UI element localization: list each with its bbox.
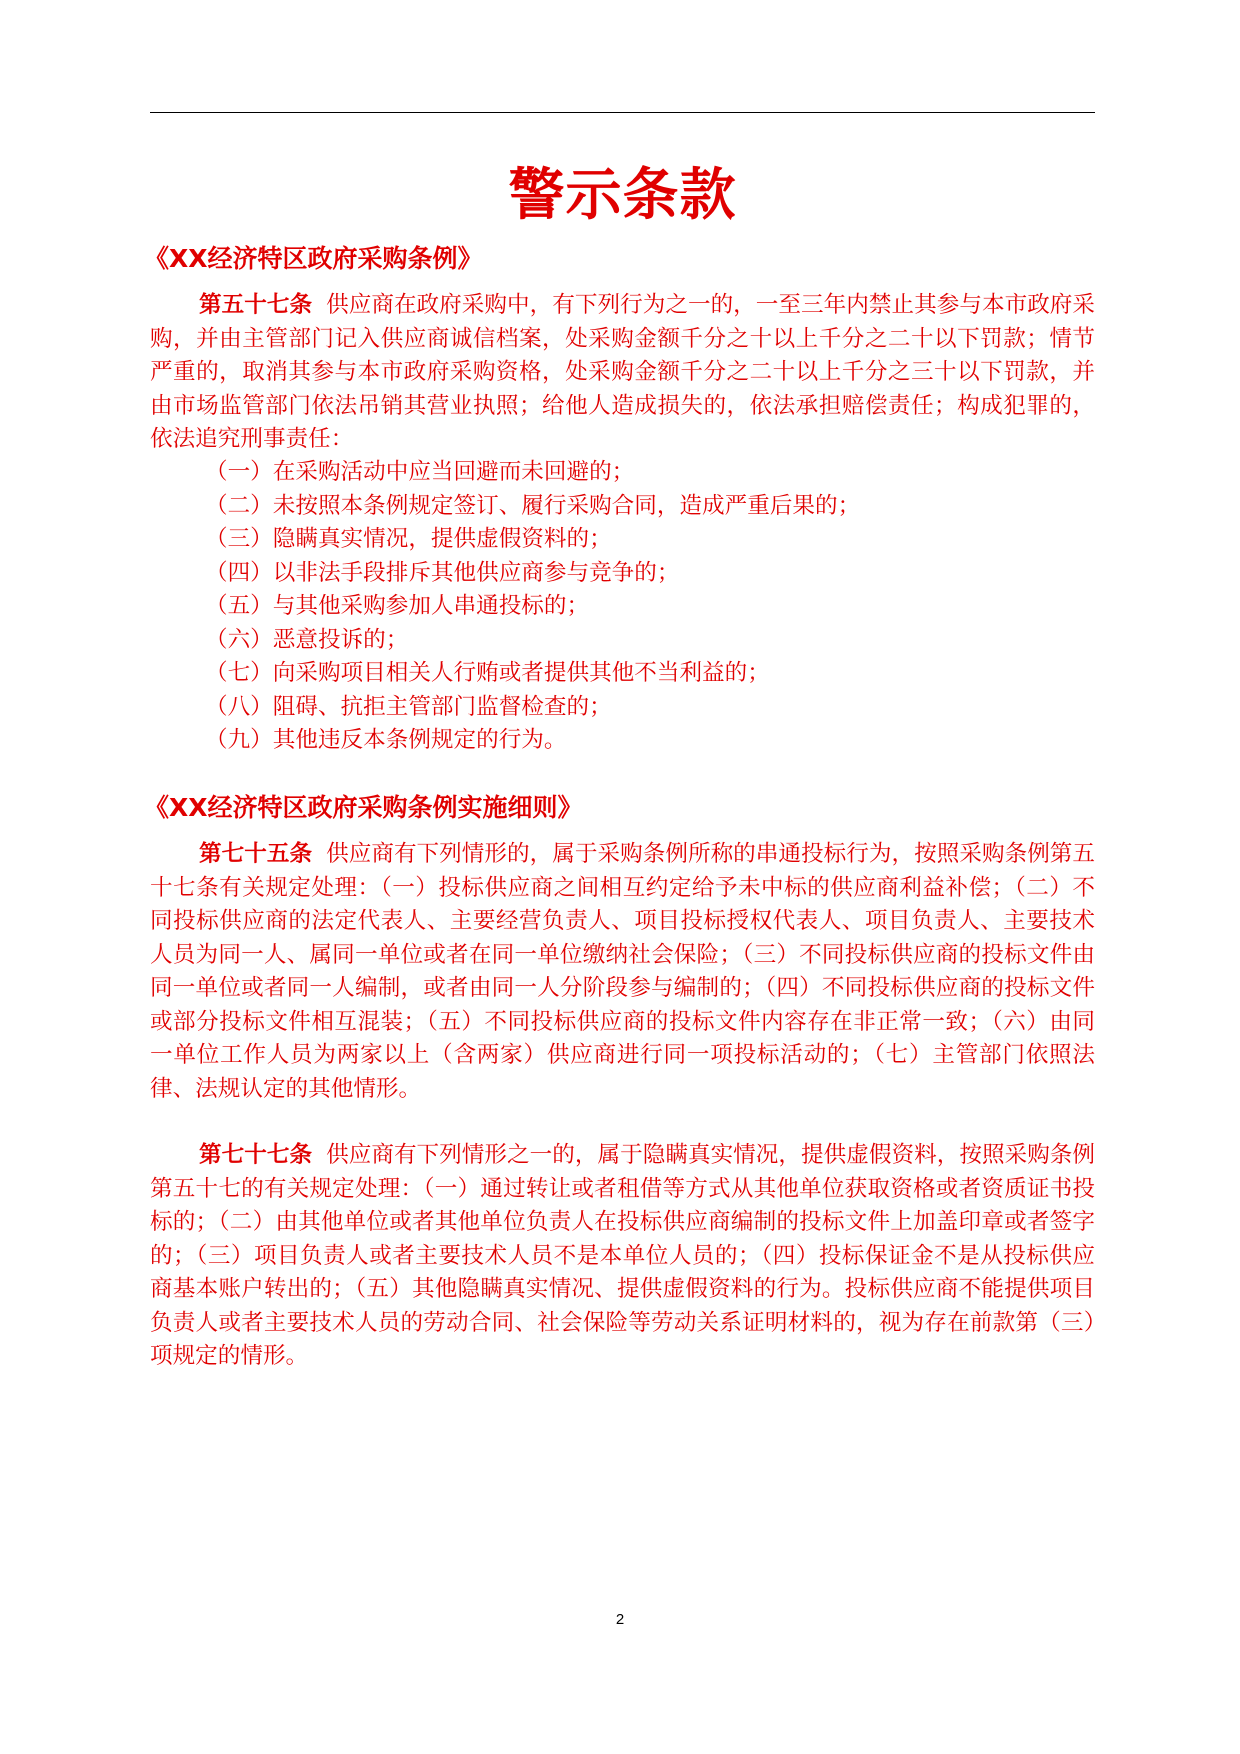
article-57 bbox=[150, 289, 1095, 457]
list-item: （六）恶意投诉的； bbox=[205, 626, 409, 653]
article-77 bbox=[150, 1139, 1095, 1374]
list-item: （三）隐瞒真实情况，提供虚假资料的； bbox=[205, 526, 612, 552]
article-75 bbox=[150, 838, 1095, 1106]
list-item: （七）向采购项目相关人行贿或者提供其他不当利益的； bbox=[205, 660, 770, 686]
article-text: 供应商有下列情形的，属于采购条例所称的串通投标行为，按照采购条例第五十七条有关规定处理：（一）投标供应商之间相互约定给予未中标的供应商利益补偿；（二）不同投标供应商的法定代表人、主要经营负责人、项目投标授权代表人、项目负责人、主要技术人员为同一人、属同一单位或者在同一单位缴纳社会保险；（三）不同投标供应商的投标文件由同一单位或者同一人编制，或者由同一人分阶段参与编制的；（四）不同投标供应商的投标文件或部分投标文件相互混装；（五）不同投标供应商的投标文件内容存在非正常一致；（六）由同一单位工作人员为两家以上（含两家）供应商进行同一项投标活动的；（七）主管部门依照法律、法规认定的其他情形。 bbox=[150, 841, 1096, 1102]
list-item: （一）在采购活动中应当回避而未回避的； bbox=[205, 459, 635, 485]
section-heading-implementation-rules: 《XX经济特区政府采购条例实施细则》 bbox=[144, 793, 583, 822]
list-item: （四）以非法手段排斥其他供应商参与竞争的； bbox=[205, 559, 680, 586]
article-number: 第七十五条 bbox=[199, 841, 313, 867]
list-item: （九）其他违反本条例规定的行为。 bbox=[205, 727, 567, 753]
article-number: 第七十七条 bbox=[199, 1142, 313, 1168]
article-number: 第五十七条 bbox=[199, 292, 313, 318]
page-number: 2 bbox=[615, 1611, 625, 1628]
list-item: （八）阻碍、抗拒主管部门监督检查的； bbox=[205, 693, 612, 720]
article-text: 供应商在政府采购中，有下列行为之一的，一至三年内禁止其参与本市政府采购，并由主管部门记入供应商诚信档案，处采购金额千分之十以上千分之二十以下罚款；情节严重的，取消其参与本市政府采购资格，处采购金额千分之二十以上千分之三十以下罚款，并由市场监管部门依法吊销其营业执照；给他人造成损失的，依法承担赔偿责任；构成犯罪的，依法追究刑事责任： bbox=[150, 292, 1096, 452]
document-title: 警示条款 bbox=[508, 163, 737, 228]
list-item: （五）与其他采购参加人串通投标的； bbox=[205, 593, 590, 619]
article-text: 供应商有下列情形之一的，属于隐瞒真实情况，提供虚假资料，按照采购条例第五十七的有关规定处理：（一）通过转让或者租借等方式从其他单位获取资格或者资质证书投标的；（二）由其他单位或者其他单位负责人在投标供应商编制的投标文件上加盖印章或者签字的；（三）项目负责人或者主要技术人员不是本单位人员的；（四）投标保证金不是从投标供应商基本账户转出的；（五）其他隐瞒真实情况、提供虚假资料的行为。投标供应商不能提供项目负责人或者主要技术人员的劳动合同、社会保险等劳动关系证明材料的，视为存在前款第（三）项规定的情形。 bbox=[150, 1142, 1096, 1369]
violation-items-list bbox=[150, 456, 1095, 758]
header-rule bbox=[150, 112, 1095, 113]
section-heading-regulation: 《XX经济特区政府采购条例》 bbox=[144, 244, 483, 273]
list-item: （二）未按照本条例规定签订、履行采购合同，造成严重后果的； bbox=[205, 492, 861, 519]
